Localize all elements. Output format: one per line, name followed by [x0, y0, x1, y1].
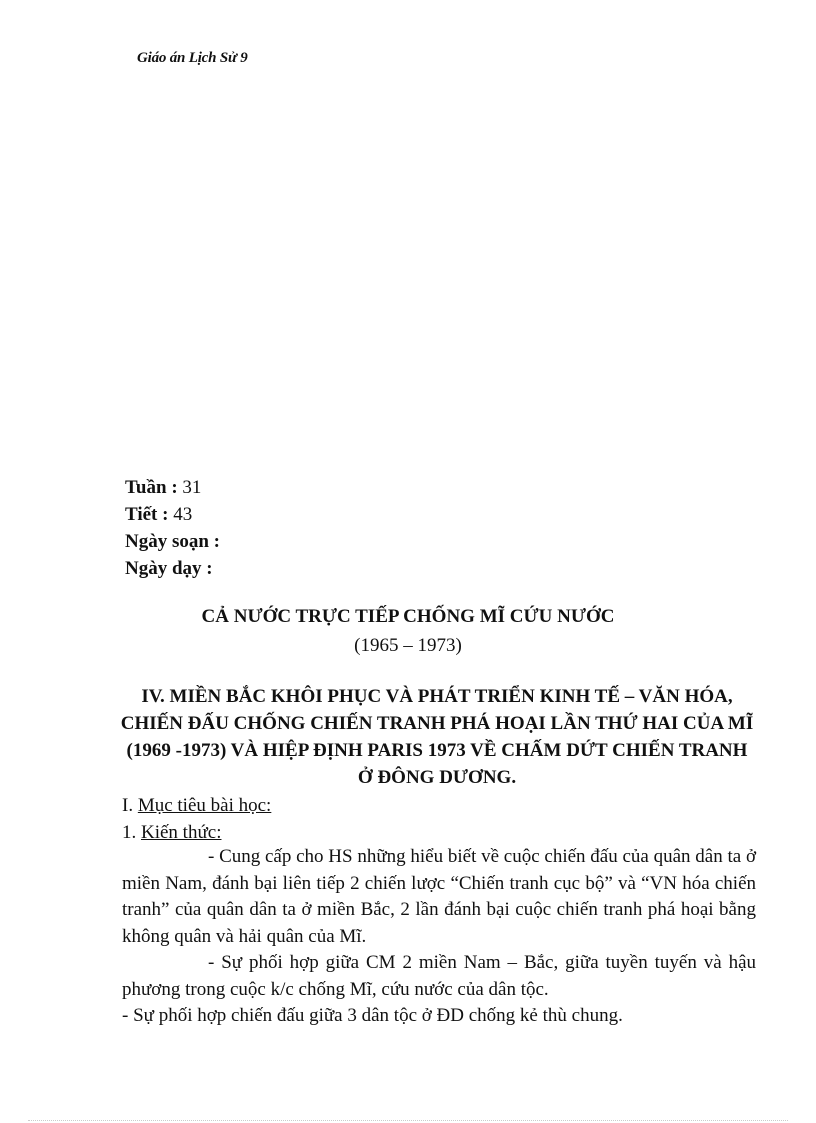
page-bottom-divider — [28, 1120, 788, 1121]
knowledge-subheading-text: Kiến thức: — [141, 822, 222, 843]
lesson-meta — [125, 474, 220, 582]
prep-date-row — [125, 528, 220, 555]
knowledge-body — [122, 844, 756, 1030]
week-label: Tuần : — [125, 477, 178, 498]
objectives-heading-text: Mục tiêu bài học: — [137, 795, 272, 816]
prep-date-label: Ngày soạn : — [125, 531, 221, 552]
period-label: Tiết : — [125, 504, 169, 525]
body-paragraph: - Sự phối hợp giữa CM 2 miền Nam – Bắc, giữa tuyền tuyến và hậu phương trong cuộc k/c chống Mĩ, cứu nước của dân tộc. — [122, 952, 756, 1000]
knowledge-subheading — [122, 819, 271, 846]
knowledge-subheading-number: 1. — [122, 822, 137, 843]
document-header-note: Giáo án Lịch Sử 9 — [137, 50, 248, 66]
objectives-headings — [122, 792, 271, 846]
teach-date-label: Ngày dạy : — [125, 558, 213, 579]
section-heading-line: Ở ĐÔNG DƯƠNG. — [357, 767, 517, 788]
objectives-heading-number: I. — [122, 795, 134, 816]
section-heading-line: (1969 -1973) VÀ HIỆP ĐỊNH PARIS 1973 VỀ CHẤM DỨT CHIẾN TRANH — [126, 740, 748, 761]
period-row — [125, 501, 220, 528]
objectives-heading — [122, 792, 271, 819]
chapter-title: CẢ NƯỚC TRỰC TIẾP CHỐNG MĨ CỨU NƯỚC — [201, 606, 615, 627]
section-heading-line: IV. MIỀN BẮC KHÔI PHỤC VÀ PHÁT TRIỂN KINH TẾ – VĂN HÓA, — [141, 686, 733, 707]
week-row — [125, 474, 220, 501]
section-heading-line: CHIẾN ĐẤU CHỐNG CHIẾN TRANH PHÁ HOẠI LẦN THỨ HAI CỦA MĨ — [120, 713, 754, 734]
period-value: 43 — [173, 504, 193, 525]
section-heading — [118, 683, 756, 791]
body-paragraph: - Cung cấp cho HS những hiểu biết về cuộc chiến đấu của quân dân ta ở miền Nam, đánh bại liên tiếp 2 chiến lược “Chiến tranh cục bộ” và “VN hóa chiến tranh” của quân dân ta ở miền Bắc, 2 lần đánh bại cuộc chiến tranh phá hoại bằng không quân và hải quân của Mĩ. — [122, 846, 756, 947]
body-paragraph: - Sự phối hợp chiến đấu giữa 3 dân tộc ở ĐD chống kẻ thù chung. — [122, 1005, 623, 1026]
teach-date-row — [125, 555, 220, 582]
chapter-years: (1965 – 1973) — [354, 635, 462, 656]
week-value: 31 — [182, 477, 202, 498]
